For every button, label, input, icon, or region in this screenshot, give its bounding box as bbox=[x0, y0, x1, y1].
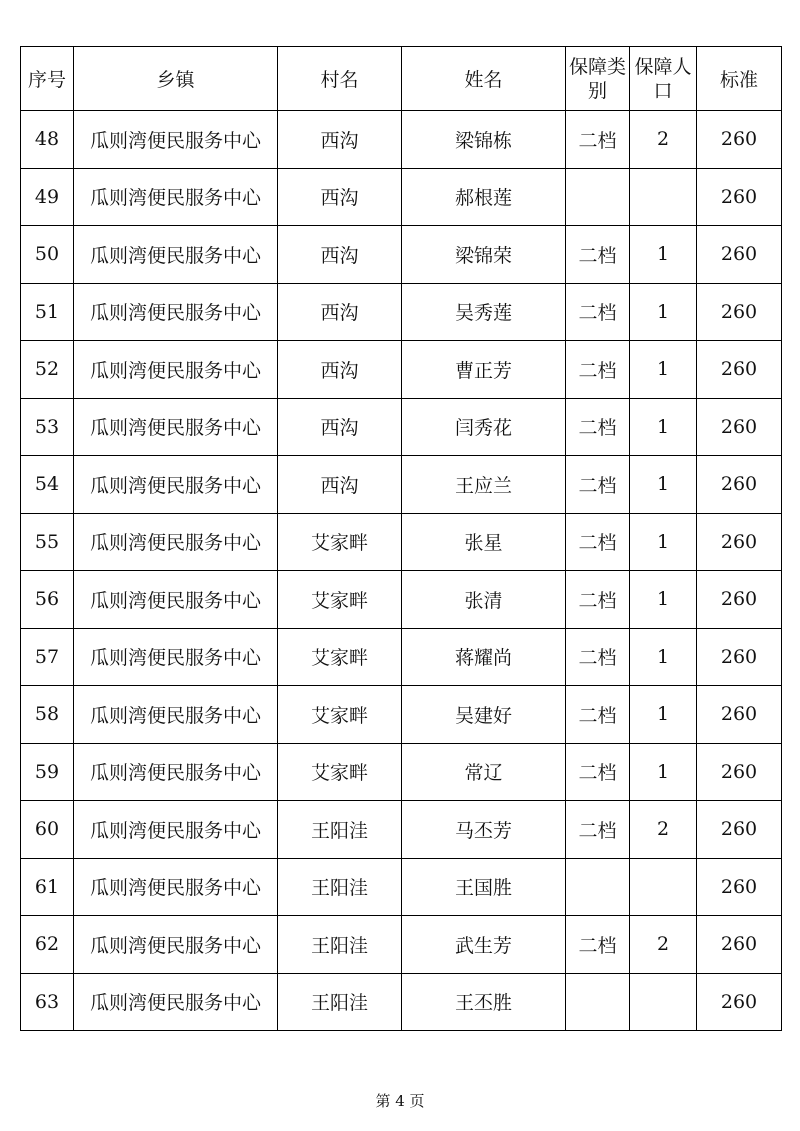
cell-name: 吴秀莲 bbox=[402, 283, 566, 341]
cell-village: 王阳洼 bbox=[278, 858, 402, 916]
cell-category: 二档 bbox=[566, 916, 630, 974]
cell-name: 闫秀花 bbox=[402, 398, 566, 456]
cell-standard: 260 bbox=[697, 111, 782, 169]
cell-standard: 260 bbox=[697, 398, 782, 456]
subsidy-roster-table bbox=[20, 46, 782, 1031]
cell-index: 63 bbox=[21, 973, 74, 1031]
cell-standard: 260 bbox=[697, 168, 782, 226]
cell-village: 艾家畔 bbox=[278, 513, 402, 571]
cell-name: 张星 bbox=[402, 513, 566, 571]
cell-people: 1 bbox=[630, 628, 697, 686]
cell-village: 艾家畔 bbox=[278, 686, 402, 744]
cell-standard: 260 bbox=[697, 456, 782, 514]
cell-village: 艾家畔 bbox=[278, 571, 402, 629]
cell-village: 王阳洼 bbox=[278, 801, 402, 859]
table-row bbox=[21, 858, 782, 916]
cell-category: 二档 bbox=[566, 743, 630, 801]
table-row bbox=[21, 341, 782, 399]
table-body bbox=[21, 111, 782, 1031]
cell-village: 西沟 bbox=[278, 226, 402, 284]
header-category bbox=[566, 47, 630, 111]
cell-standard: 260 bbox=[697, 513, 782, 571]
cell-people bbox=[630, 168, 697, 226]
cell-town: 瓜则湾便民服务中心 bbox=[74, 513, 278, 571]
table-row bbox=[21, 226, 782, 284]
cell-category: 二档 bbox=[566, 801, 630, 859]
cell-town: 瓜则湾便民服务中心 bbox=[74, 628, 278, 686]
cell-category: 二档 bbox=[566, 686, 630, 744]
table-row bbox=[21, 743, 782, 801]
cell-standard: 260 bbox=[697, 973, 782, 1031]
cell-people: 2 bbox=[630, 916, 697, 974]
cell-index: 51 bbox=[21, 283, 74, 341]
cell-category bbox=[566, 168, 630, 226]
header-town: 乡镇 bbox=[74, 47, 278, 111]
cell-people: 1 bbox=[630, 513, 697, 571]
cell-village: 西沟 bbox=[278, 283, 402, 341]
cell-category: 二档 bbox=[566, 111, 630, 169]
cell-town: 瓜则湾便民服务中心 bbox=[74, 743, 278, 801]
cell-index: 59 bbox=[21, 743, 74, 801]
cell-people: 1 bbox=[630, 283, 697, 341]
page-number: 第 4 页 bbox=[375, 1092, 425, 1110]
table-row bbox=[21, 283, 782, 341]
cell-index: 57 bbox=[21, 628, 74, 686]
table-row bbox=[21, 973, 782, 1031]
cell-name: 梁锦栋 bbox=[402, 111, 566, 169]
cell-people: 1 bbox=[630, 686, 697, 744]
cell-category: 二档 bbox=[566, 571, 630, 629]
cell-standard: 260 bbox=[697, 341, 782, 399]
table-row bbox=[21, 398, 782, 456]
cell-index: 55 bbox=[21, 513, 74, 571]
table-row bbox=[21, 111, 782, 169]
cell-town: 瓜则湾便民服务中心 bbox=[74, 168, 278, 226]
cell-index: 54 bbox=[21, 456, 74, 514]
cell-category: 二档 bbox=[566, 513, 630, 571]
cell-village: 西沟 bbox=[278, 341, 402, 399]
cell-standard: 260 bbox=[697, 628, 782, 686]
cell-people: 2 bbox=[630, 111, 697, 169]
table-row bbox=[21, 571, 782, 629]
cell-people: 1 bbox=[630, 398, 697, 456]
cell-category bbox=[566, 858, 630, 916]
header-category-label: 保障类别 bbox=[568, 55, 626, 102]
cell-people bbox=[630, 973, 697, 1031]
cell-index: 53 bbox=[21, 398, 74, 456]
cell-index: 50 bbox=[21, 226, 74, 284]
cell-name: 郝根莲 bbox=[402, 168, 566, 226]
cell-name: 常辽 bbox=[402, 743, 566, 801]
cell-village: 艾家畔 bbox=[278, 628, 402, 686]
cell-index: 56 bbox=[21, 571, 74, 629]
cell-standard: 260 bbox=[697, 283, 782, 341]
cell-category: 二档 bbox=[566, 628, 630, 686]
cell-category: 二档 bbox=[566, 283, 630, 341]
cell-category: 二档 bbox=[566, 398, 630, 456]
table-row bbox=[21, 916, 782, 974]
cell-index: 49 bbox=[21, 168, 74, 226]
header-row bbox=[21, 47, 782, 111]
cell-standard: 260 bbox=[697, 686, 782, 744]
cell-index: 58 bbox=[21, 686, 74, 744]
cell-standard: 260 bbox=[697, 743, 782, 801]
cell-town: 瓜则湾便民服务中心 bbox=[74, 398, 278, 456]
cell-town: 瓜则湾便民服务中心 bbox=[74, 283, 278, 341]
cell-town: 瓜则湾便民服务中心 bbox=[74, 226, 278, 284]
table-row bbox=[21, 628, 782, 686]
cell-index: 62 bbox=[21, 916, 74, 974]
cell-name: 马丕芳 bbox=[402, 801, 566, 859]
cell-people: 1 bbox=[630, 226, 697, 284]
cell-standard: 260 bbox=[697, 801, 782, 859]
cell-category: 二档 bbox=[566, 456, 630, 514]
cell-village: 西沟 bbox=[278, 456, 402, 514]
cell-name: 张清 bbox=[402, 571, 566, 629]
cell-category bbox=[566, 973, 630, 1031]
cell-index: 60 bbox=[21, 801, 74, 859]
header-village: 村名 bbox=[278, 47, 402, 111]
cell-town: 瓜则湾便民服务中心 bbox=[74, 916, 278, 974]
cell-people: 2 bbox=[630, 801, 697, 859]
cell-name: 梁锦荣 bbox=[402, 226, 566, 284]
cell-standard: 260 bbox=[697, 858, 782, 916]
cell-town: 瓜则湾便民服务中心 bbox=[74, 341, 278, 399]
cell-index: 48 bbox=[21, 111, 74, 169]
header-standard: 标准 bbox=[697, 47, 782, 111]
cell-town: 瓜则湾便民服务中心 bbox=[74, 571, 278, 629]
table-row bbox=[21, 168, 782, 226]
cell-people: 1 bbox=[630, 341, 697, 399]
cell-town: 瓜则湾便民服务中心 bbox=[74, 456, 278, 514]
cell-town: 瓜则湾便民服务中心 bbox=[74, 111, 278, 169]
cell-village: 王阳洼 bbox=[278, 916, 402, 974]
cell-village: 西沟 bbox=[278, 168, 402, 226]
cell-town: 瓜则湾便民服务中心 bbox=[74, 973, 278, 1031]
cell-standard: 260 bbox=[697, 916, 782, 974]
cell-village: 西沟 bbox=[278, 111, 402, 169]
cell-standard: 260 bbox=[697, 571, 782, 629]
cell-standard: 260 bbox=[697, 226, 782, 284]
cell-town: 瓜则湾便民服务中心 bbox=[74, 858, 278, 916]
cell-name: 蒋耀尚 bbox=[402, 628, 566, 686]
cell-name: 吴建好 bbox=[402, 686, 566, 744]
cell-name: 王丕胜 bbox=[402, 973, 566, 1031]
cell-people bbox=[630, 858, 697, 916]
cell-people: 1 bbox=[630, 743, 697, 801]
header-people bbox=[630, 47, 697, 111]
cell-name: 王应兰 bbox=[402, 456, 566, 514]
table-row bbox=[21, 513, 782, 571]
cell-people: 1 bbox=[630, 456, 697, 514]
cell-index: 52 bbox=[21, 341, 74, 399]
cell-people: 1 bbox=[630, 571, 697, 629]
header-index: 序号 bbox=[21, 47, 74, 111]
header-name: 姓名 bbox=[402, 47, 566, 111]
cell-category: 二档 bbox=[566, 341, 630, 399]
table-row bbox=[21, 456, 782, 514]
cell-town: 瓜则湾便民服务中心 bbox=[74, 686, 278, 744]
header-people-label: 保障人口 bbox=[634, 55, 692, 102]
cell-name: 王国胜 bbox=[402, 858, 566, 916]
cell-village: 王阳洼 bbox=[278, 973, 402, 1031]
cell-category: 二档 bbox=[566, 226, 630, 284]
cell-name: 武生芳 bbox=[402, 916, 566, 974]
table-row bbox=[21, 686, 782, 744]
cell-name: 曹正芳 bbox=[402, 341, 566, 399]
cell-village: 艾家畔 bbox=[278, 743, 402, 801]
table-row bbox=[21, 801, 782, 859]
cell-town: 瓜则湾便民服务中心 bbox=[74, 801, 278, 859]
cell-village: 西沟 bbox=[278, 398, 402, 456]
cell-index: 61 bbox=[21, 858, 74, 916]
